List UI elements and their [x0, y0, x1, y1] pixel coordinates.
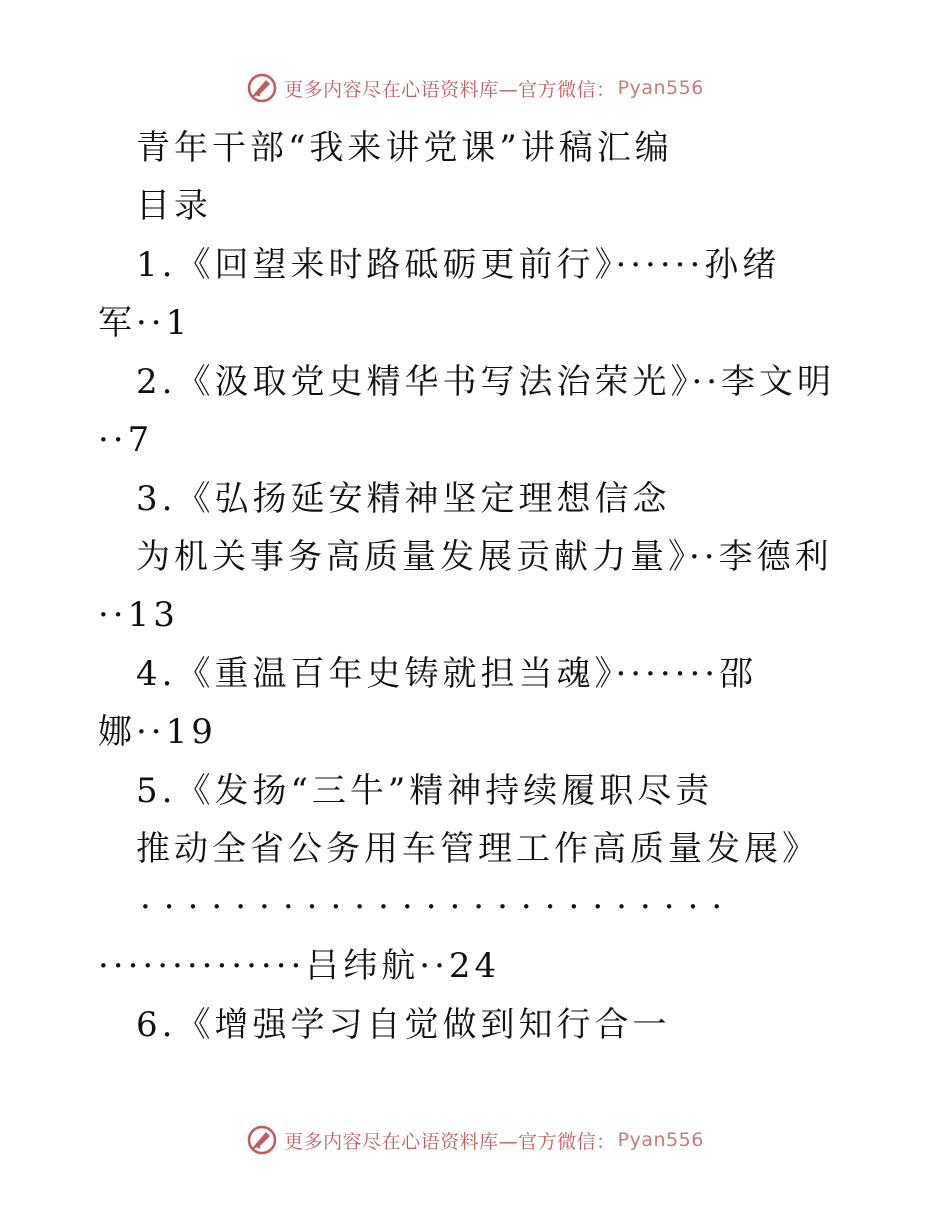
- document-title: 青年干部“我来讲党课”讲稿汇编: [136, 128, 673, 168]
- toc-entry-5: 5.《发扬“三牛”精神持续履职尽责: [136, 771, 714, 811]
- toc-entry-2: 2.《汲取党史精华书写法治荣光》··李文明: [136, 362, 836, 402]
- watermark-wechat-id: Pyan556: [617, 77, 704, 99]
- toc-entry-3-cont: ··13: [98, 595, 179, 635]
- toc-entry-2-cont: ··7: [98, 420, 154, 460]
- toc-entry-1-cont: 军··1: [98, 303, 192, 343]
- watermark-wechat-id: Pyan556: [617, 1129, 704, 1151]
- toc-entry-5-leader: ·························: [140, 887, 736, 927]
- toc-entry-4-cont: 娜··19: [98, 712, 217, 752]
- toc-entry-3: 3.《弘扬延安精神坚定理想信念: [136, 479, 671, 519]
- watermark-text: 更多内容尽在心语资料库—官方微信：: [284, 1130, 616, 1153]
- pen-swirl-logo-icon: [246, 1124, 278, 1156]
- watermark-text: 更多内容尽在心语资料库—官方微信：: [284, 78, 616, 101]
- toc-entry-5-cont: ··············吕纬航··24: [98, 946, 501, 986]
- toc-entry-1: 1.《回望来时路砥砺更前行》······孙绪: [136, 245, 781, 285]
- toc-entry-4: 4.《重温百年史铸就担当魂》·······邵: [136, 654, 758, 694]
- footer-watermark: [0, 1120, 950, 1160]
- toc-entry-5-line2: 推动全省公务用车管理工作高质量发展》: [136, 829, 820, 869]
- toc-entry-6: 6.《增强学习自觉做到知行合一: [136, 1005, 671, 1045]
- toc-entry-3-line2: 为机关事务高质量发展贡献力量》··李德利: [136, 537, 833, 577]
- toc-heading: 目录: [136, 186, 212, 226]
